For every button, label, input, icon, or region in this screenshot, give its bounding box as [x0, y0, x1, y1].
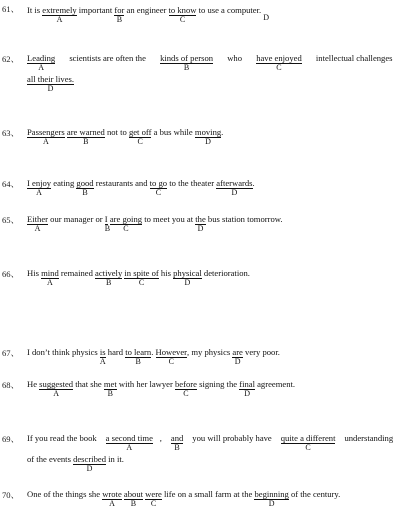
- sentence-text: [27, 454, 73, 464]
- segment-text: you will probably have: [190, 433, 274, 443]
- question-text-line: [27, 127, 224, 146]
- segment-text: deterioration.: [201, 268, 250, 278]
- segment-text: suggested: [39, 379, 74, 389]
- underlined-option: [103, 379, 117, 398]
- segment-text: restaurants and: [93, 178, 150, 188]
- option-letter: D: [184, 278, 191, 287]
- segment-text: all their lives.: [27, 74, 75, 84]
- segment-text: , my physics: [187, 347, 233, 357]
- segment-text: the: [195, 214, 206, 224]
- underlined-option: [155, 347, 188, 366]
- underlined-option: [114, 5, 125, 24]
- segment-text: important: [76, 5, 115, 15]
- underlined-option: [125, 347, 152, 366]
- segment-text: to the theater: [167, 178, 217, 188]
- question-text-line: [27, 268, 250, 287]
- underlined-option: [256, 53, 302, 72]
- sentence-text: [124, 5, 168, 15]
- segment-text: His: [27, 268, 42, 278]
- underlined-option: [95, 268, 123, 287]
- sentence-text: [261, 3, 271, 22]
- option-letter: A: [53, 389, 60, 398]
- segment-text: described: [73, 454, 106, 464]
- option-letter: C: [123, 224, 129, 233]
- underlined-option: [76, 178, 94, 197]
- sentence-text: [196, 5, 261, 15]
- option-letter: D: [47, 84, 54, 93]
- segment-text: is: [99, 347, 106, 357]
- underlined-option: [168, 5, 197, 24]
- segment-text: hard: [105, 347, 126, 357]
- underlined-option: [195, 214, 206, 233]
- segment-text: a second time: [105, 433, 153, 443]
- segment-text: his: [158, 268, 174, 278]
- sentence-text: [221, 127, 223, 137]
- option-letter: C: [276, 63, 282, 72]
- option-letter: B: [130, 499, 137, 508]
- option-letter: B: [105, 278, 112, 287]
- segment-text: It is: [27, 5, 43, 15]
- segment-text: met: [103, 379, 117, 389]
- segment-text: have enjoyed: [256, 53, 302, 63]
- segment-text: wrote: [102, 489, 122, 499]
- segment-text: physical: [173, 268, 202, 278]
- option-letter: B: [135, 357, 141, 366]
- segment-text: He: [27, 379, 40, 389]
- sentence-text: [27, 268, 41, 278]
- option-letter: D: [205, 137, 211, 146]
- question-number: 66、: [2, 269, 20, 279]
- sentence-text: [27, 379, 39, 389]
- segment-text: and: [170, 433, 184, 443]
- option-letter: A: [99, 357, 106, 366]
- option-letter: A: [47, 278, 53, 287]
- segment-text: of the century.: [288, 489, 341, 499]
- segment-text: bus station tomorrow.: [205, 214, 283, 224]
- segment-text: final: [239, 379, 255, 389]
- sentence-text: [162, 489, 255, 499]
- sentence-text: [106, 347, 126, 357]
- sentence-text: [27, 5, 42, 15]
- segment-text: I: [104, 214, 108, 224]
- question-number: 63、: [2, 128, 20, 138]
- underlined-option: [173, 268, 202, 287]
- sentence-text: [197, 379, 239, 389]
- question-text-line: [27, 3, 271, 24]
- underlined-option: [280, 433, 336, 452]
- question-text-line: [27, 379, 296, 398]
- segment-text: Either: [27, 214, 48, 224]
- option-letter: C: [155, 188, 162, 197]
- option-letter: C: [183, 389, 189, 398]
- question-text-line: [27, 178, 255, 197]
- question-number: 70、: [2, 490, 20, 500]
- option-letter: A: [126, 443, 133, 452]
- segment-text: .: [221, 127, 224, 137]
- underlined-option: [109, 214, 143, 233]
- segment-text: However: [155, 347, 188, 357]
- sentence-text: [142, 214, 195, 224]
- segment-text: quite a different: [280, 433, 336, 443]
- underlined-option: [239, 379, 255, 398]
- sentence-text: [117, 379, 175, 389]
- option-letter: B: [116, 15, 123, 24]
- underlined-option: [41, 268, 59, 287]
- segment-text: actively: [95, 268, 123, 278]
- question-text-line: [27, 347, 280, 366]
- segment-text: are: [232, 347, 243, 357]
- segment-text: our manager or: [48, 214, 105, 224]
- sentence-text: [106, 454, 124, 464]
- underlined-option: [254, 489, 289, 508]
- segment-text: extremely: [42, 5, 77, 15]
- question-text-line: [27, 433, 394, 452]
- sentence-text: [187, 347, 232, 357]
- option-letter: A: [109, 499, 115, 508]
- segment-text: in spite of: [124, 268, 159, 278]
- underlined-option: [27, 214, 48, 233]
- sentence-text: [167, 178, 216, 188]
- sentence-text: [289, 489, 340, 499]
- underlined-option: [42, 5, 77, 24]
- sentence-text: [342, 433, 393, 443]
- question-number: 68、: [2, 380, 20, 390]
- option-letter: B: [107, 389, 113, 398]
- segment-text: life on a small farm at the: [161, 489, 255, 499]
- option-letter: B: [183, 63, 190, 72]
- segment-text: very poor.: [242, 347, 280, 357]
- question-number: 65、: [2, 215, 20, 225]
- segment-text: .: [151, 347, 156, 357]
- option-letter: C: [168, 357, 174, 366]
- underlined-option: [170, 433, 184, 452]
- option-letter: B: [82, 188, 88, 197]
- sentence-text: [243, 347, 280, 357]
- option-letter: A: [38, 63, 44, 72]
- option-letter: B: [104, 224, 111, 233]
- underlined-option: [27, 74, 75, 93]
- underlined-option: [175, 379, 197, 398]
- underlined-option: [124, 268, 159, 287]
- segment-text: that she: [73, 379, 104, 389]
- segment-text: were: [145, 489, 162, 499]
- segment-text: to learn: [125, 347, 152, 357]
- sentence-text: [160, 433, 164, 443]
- option-letter: D: [244, 389, 250, 398]
- question-number: 64、: [2, 179, 20, 189]
- option-letter: D: [263, 13, 270, 22]
- question-number: 62、: [2, 54, 20, 64]
- underlined-option: [102, 489, 122, 508]
- segment-text: afterwards: [216, 178, 253, 188]
- sentence-text: [77, 5, 115, 15]
- sentence-text: [190, 433, 274, 443]
- segment-text: not to: [104, 127, 129, 137]
- question-number: 67、: [2, 348, 20, 358]
- segment-text: intellectual challenges: [313, 53, 393, 63]
- segment-text: in it.: [106, 454, 124, 464]
- segment-text: agreement.: [254, 379, 296, 389]
- sentence-text: [27, 347, 100, 357]
- underlined-option: [123, 489, 144, 508]
- segment-text: good: [76, 178, 94, 188]
- question-text-line: [27, 74, 75, 93]
- segment-text: before: [175, 379, 197, 389]
- sentence-text: [67, 53, 148, 63]
- option-letter: D: [268, 499, 275, 508]
- segment-text: are warned: [66, 127, 105, 137]
- segment-text: moving: [194, 127, 222, 137]
- sentence-text: [202, 268, 250, 278]
- option-letter: D: [197, 224, 204, 233]
- question-text-line: [27, 214, 283, 233]
- segment-text: are going: [109, 214, 143, 224]
- segment-text: .: [252, 178, 255, 188]
- sentence-text: [206, 214, 283, 224]
- option-letter: C: [137, 137, 143, 146]
- underlined-option: [149, 178, 168, 197]
- sentence-text: [73, 379, 104, 389]
- underlined-option: [232, 347, 243, 366]
- sentence-text: [314, 53, 393, 63]
- segment-text: understanding: [342, 433, 394, 443]
- segment-text: I don’t think physics: [27, 347, 100, 357]
- option-letter: A: [42, 137, 49, 146]
- underlined-option: [66, 127, 105, 146]
- underlined-option: [27, 178, 52, 197]
- underlined-option: [105, 433, 153, 452]
- option-letter: D: [231, 188, 238, 197]
- segment-text: a bus while: [151, 127, 195, 137]
- option-letter: B: [83, 137, 89, 146]
- sentence-text: [255, 379, 295, 389]
- segment-text: who: [225, 53, 245, 63]
- sentence-text: [253, 178, 255, 188]
- underlined-option: [194, 127, 224, 146]
- sentence-text: [159, 268, 173, 278]
- underlined-option: [39, 379, 74, 398]
- segment-text: eating: [51, 178, 77, 188]
- option-letter: C: [179, 15, 186, 24]
- segment-text: to meet you at: [142, 214, 196, 224]
- segment-text: Leading: [27, 53, 56, 63]
- question-number: 69、: [2, 434, 20, 444]
- sentence-text: [48, 214, 105, 224]
- segment-text: an engineer: [124, 5, 169, 15]
- segment-text: to know: [168, 5, 197, 15]
- underlined-option: [27, 53, 56, 72]
- option-letter: C: [150, 499, 157, 508]
- segment-text: mind: [41, 268, 59, 278]
- option-letter: A: [36, 188, 42, 197]
- segment-text: to go: [149, 178, 168, 188]
- underlined-option: [145, 489, 162, 508]
- underlined-option: [216, 178, 253, 197]
- question-number: 61、: [2, 4, 20, 14]
- segment-text: beginning: [254, 489, 289, 499]
- segment-text: get off: [128, 127, 152, 137]
- segment-text: kinds of person: [160, 53, 214, 63]
- option-letter: A: [34, 224, 41, 233]
- segment-text: signing the: [196, 379, 240, 389]
- option-letter: C: [305, 443, 311, 452]
- underlined-option: [73, 454, 106, 473]
- sentence-text: [105, 127, 129, 137]
- segment-text: of the events: [27, 454, 74, 464]
- segment-text: to use a computer.: [196, 5, 262, 15]
- option-letter: A: [56, 15, 63, 24]
- segment-text: with her lawyer: [116, 379, 175, 389]
- sentence-text: [151, 127, 194, 137]
- sentence-text: [59, 268, 95, 278]
- question-text-line: [27, 489, 341, 508]
- question-text-line: [27, 53, 393, 72]
- option-letter: C: [138, 278, 145, 287]
- segment-text: scientists are often the: [67, 53, 149, 63]
- option-letter: B: [174, 443, 180, 452]
- segment-text: ,: [159, 433, 165, 443]
- segment-text: about: [123, 489, 144, 499]
- underlined-option: [27, 127, 65, 146]
- segment-text: I enjoy: [27, 178, 52, 188]
- sentence-text: [51, 178, 76, 188]
- sentence-text: [27, 433, 99, 443]
- underlined-option: [128, 127, 152, 146]
- underlined-option: [160, 53, 214, 72]
- option-letter: D: [86, 464, 93, 473]
- segment-text: Passengers: [27, 127, 65, 137]
- sentence-text: [225, 53, 244, 63]
- segment-text: One of the things she: [27, 489, 103, 499]
- question-text-line: [27, 454, 124, 473]
- sentence-text: [27, 489, 102, 499]
- segment-text: If you read the book: [27, 433, 99, 443]
- segment-text: for: [114, 5, 125, 15]
- segment-text: remained: [58, 268, 96, 278]
- sentence-text: [94, 178, 150, 188]
- option-letter: D: [234, 357, 241, 366]
